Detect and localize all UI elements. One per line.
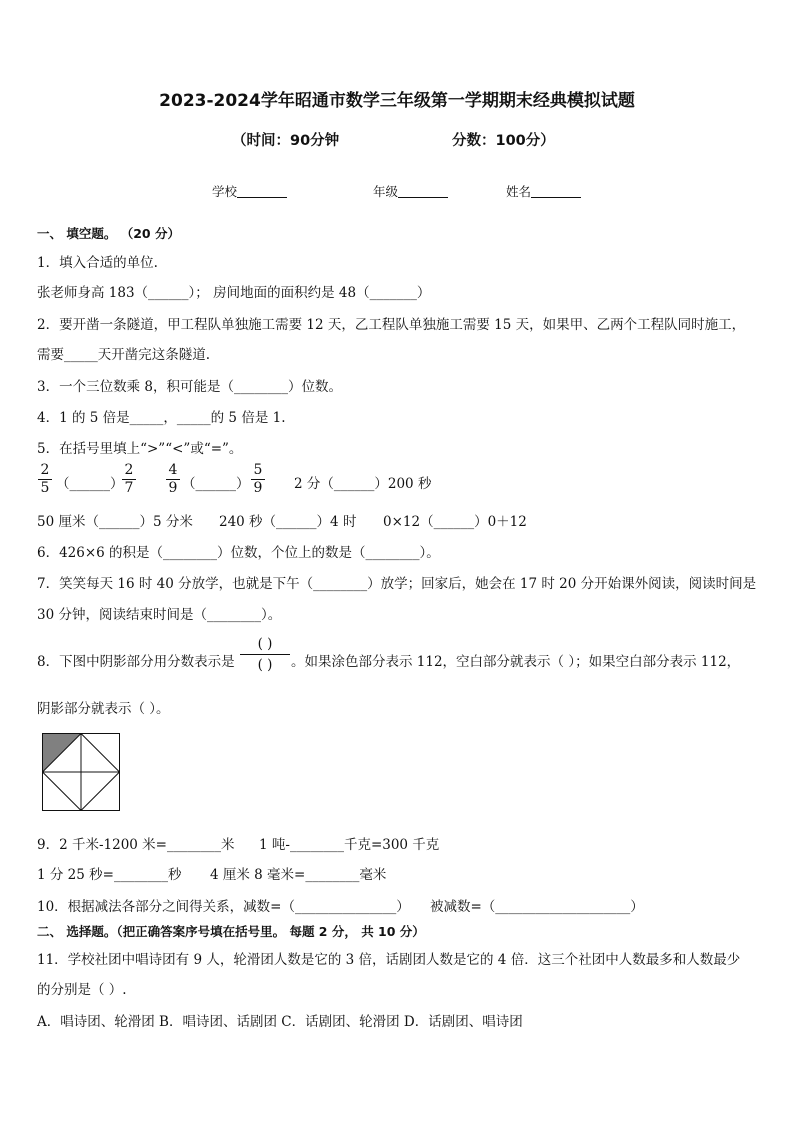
exam-score: 分数：100分） — [452, 133, 555, 149]
section-2-heading: 二、 选择题。（把正确答案序号填在括号里。 每题 2 分， 共 10 分） — [37, 924, 425, 939]
compare-blank-2[interactable]: （______） — [182, 476, 250, 492]
question-8-line-1b: 。如果涂色部分表示 112，空白部分就表示（ ）；如果空白部分表示 112， — [291, 654, 741, 670]
question-9-c: 1 分 25 秒=________秒 — [37, 867, 182, 883]
question-11-line-1: 11．学校社团中唱诗团有 9 人，轮滑团人数是它的 3 倍，话剧团人数是它的 4 倍．这三个社团中人数最多和人数最少 — [37, 952, 741, 968]
compare-length: 50 厘米（______）5 分米 — [37, 514, 193, 530]
fraction-2-5: 2 5 — [38, 463, 52, 496]
question-8-line-1a: 8．下图中阴影部分用分数表示是 — [37, 654, 235, 670]
fraction-denominator-blank[interactable]: ( ) — [257, 657, 273, 673]
school-field[interactable] — [212, 182, 287, 200]
question-10-subtrahend: 10．根据减法各部分之间得关系，减数=（_______________） — [37, 899, 410, 915]
question-11-line-2: 的分别是（ ）. — [37, 982, 127, 998]
compare-time-2: 240 秒（______）4 时 — [219, 514, 357, 530]
question-11-options: A．唱诗团、轮滑团 B．唱诗团、话剧团 C．话剧团、轮滑团 D．话剧团、唱诗团 — [37, 1014, 523, 1030]
question-1-items: 张老师身高 183（______）； 房间地面的面积约是 48（_______） — [37, 285, 431, 301]
name-blank[interactable] — [531, 183, 581, 198]
question-5-prompt: 5．在括号里填上“>”“<”或“=”。 — [37, 441, 243, 457]
question-7-line-2: 30 分钟，阅读结束时间是（________）。 — [37, 607, 282, 623]
question-4: 4．1 的 5 倍是_____，_____的 5 倍是 1. — [37, 410, 286, 426]
fraction-2-7: 2 7 — [122, 463, 136, 496]
question-1-prompt: 1．填入合适的单位. — [37, 255, 158, 271]
question-3: 3．一个三位数乘 8，积可能是（________）位数。 — [37, 379, 342, 395]
fraction-numerator-blank[interactable]: ( ) — [257, 636, 273, 652]
exam-time: （时间：90分钟 — [232, 133, 340, 149]
name-field[interactable] — [506, 182, 581, 200]
school-blank[interactable] — [237, 183, 287, 198]
question-10-minuend: 被减数=（____________________） — [430, 899, 644, 915]
question-2-line-1: 2．要开凿一条隧道，甲工程队单独施工需要 12 天，乙工程队单独施工需要 15 天，如果甲、乙两个工程队同时施工， — [37, 317, 746, 333]
question-9-d: 4 厘米 8 毫米=________毫米 — [210, 867, 387, 883]
question-8-line-2: 阴影部分就表示（ ）。 — [37, 701, 170, 717]
question-9-a: 9．2 千米-1200 米=________米 — [37, 837, 235, 853]
compare-time-1: 2 分（______）200 秒 — [294, 476, 432, 492]
shaded-square-figure — [42, 733, 120, 811]
question-2-line-2: 需要_____天开凿完这条隧道. — [37, 347, 211, 363]
compare-blank-1[interactable]: （______） — [56, 476, 124, 492]
question-7-line-1: 7．笑笑每天 16 时 40 分放学，也就是下午（________）放学；回家后，她会在 17 时 20 分开始课外阅读，阅读时间是 — [37, 576, 757, 592]
answer-fraction[interactable] — [240, 636, 290, 673]
question-6: 6．426×6 的积是（________）位数，个位上的数是（________）。 — [37, 545, 440, 561]
section-1-heading: 一、 填空题。 （20 分） — [37, 226, 180, 241]
grade-blank[interactable] — [398, 183, 448, 198]
fraction-4-9: 4 9 — [166, 463, 180, 496]
name-label: 姓名 — [506, 184, 532, 199]
compare-product: 0×12（______）0＋12 — [383, 514, 527, 530]
fraction-5-9: 5 9 — [251, 463, 265, 496]
question-9-b: 1 吨-________千克=300 千克 — [259, 837, 440, 853]
school-label: 学校 — [212, 184, 238, 199]
page-title: 2023-2024学年昭通市数学三年级第一学期期末经典模拟试题 — [159, 91, 635, 111]
grade-label: 年级 — [373, 184, 399, 199]
grade-field[interactable] — [373, 182, 448, 200]
